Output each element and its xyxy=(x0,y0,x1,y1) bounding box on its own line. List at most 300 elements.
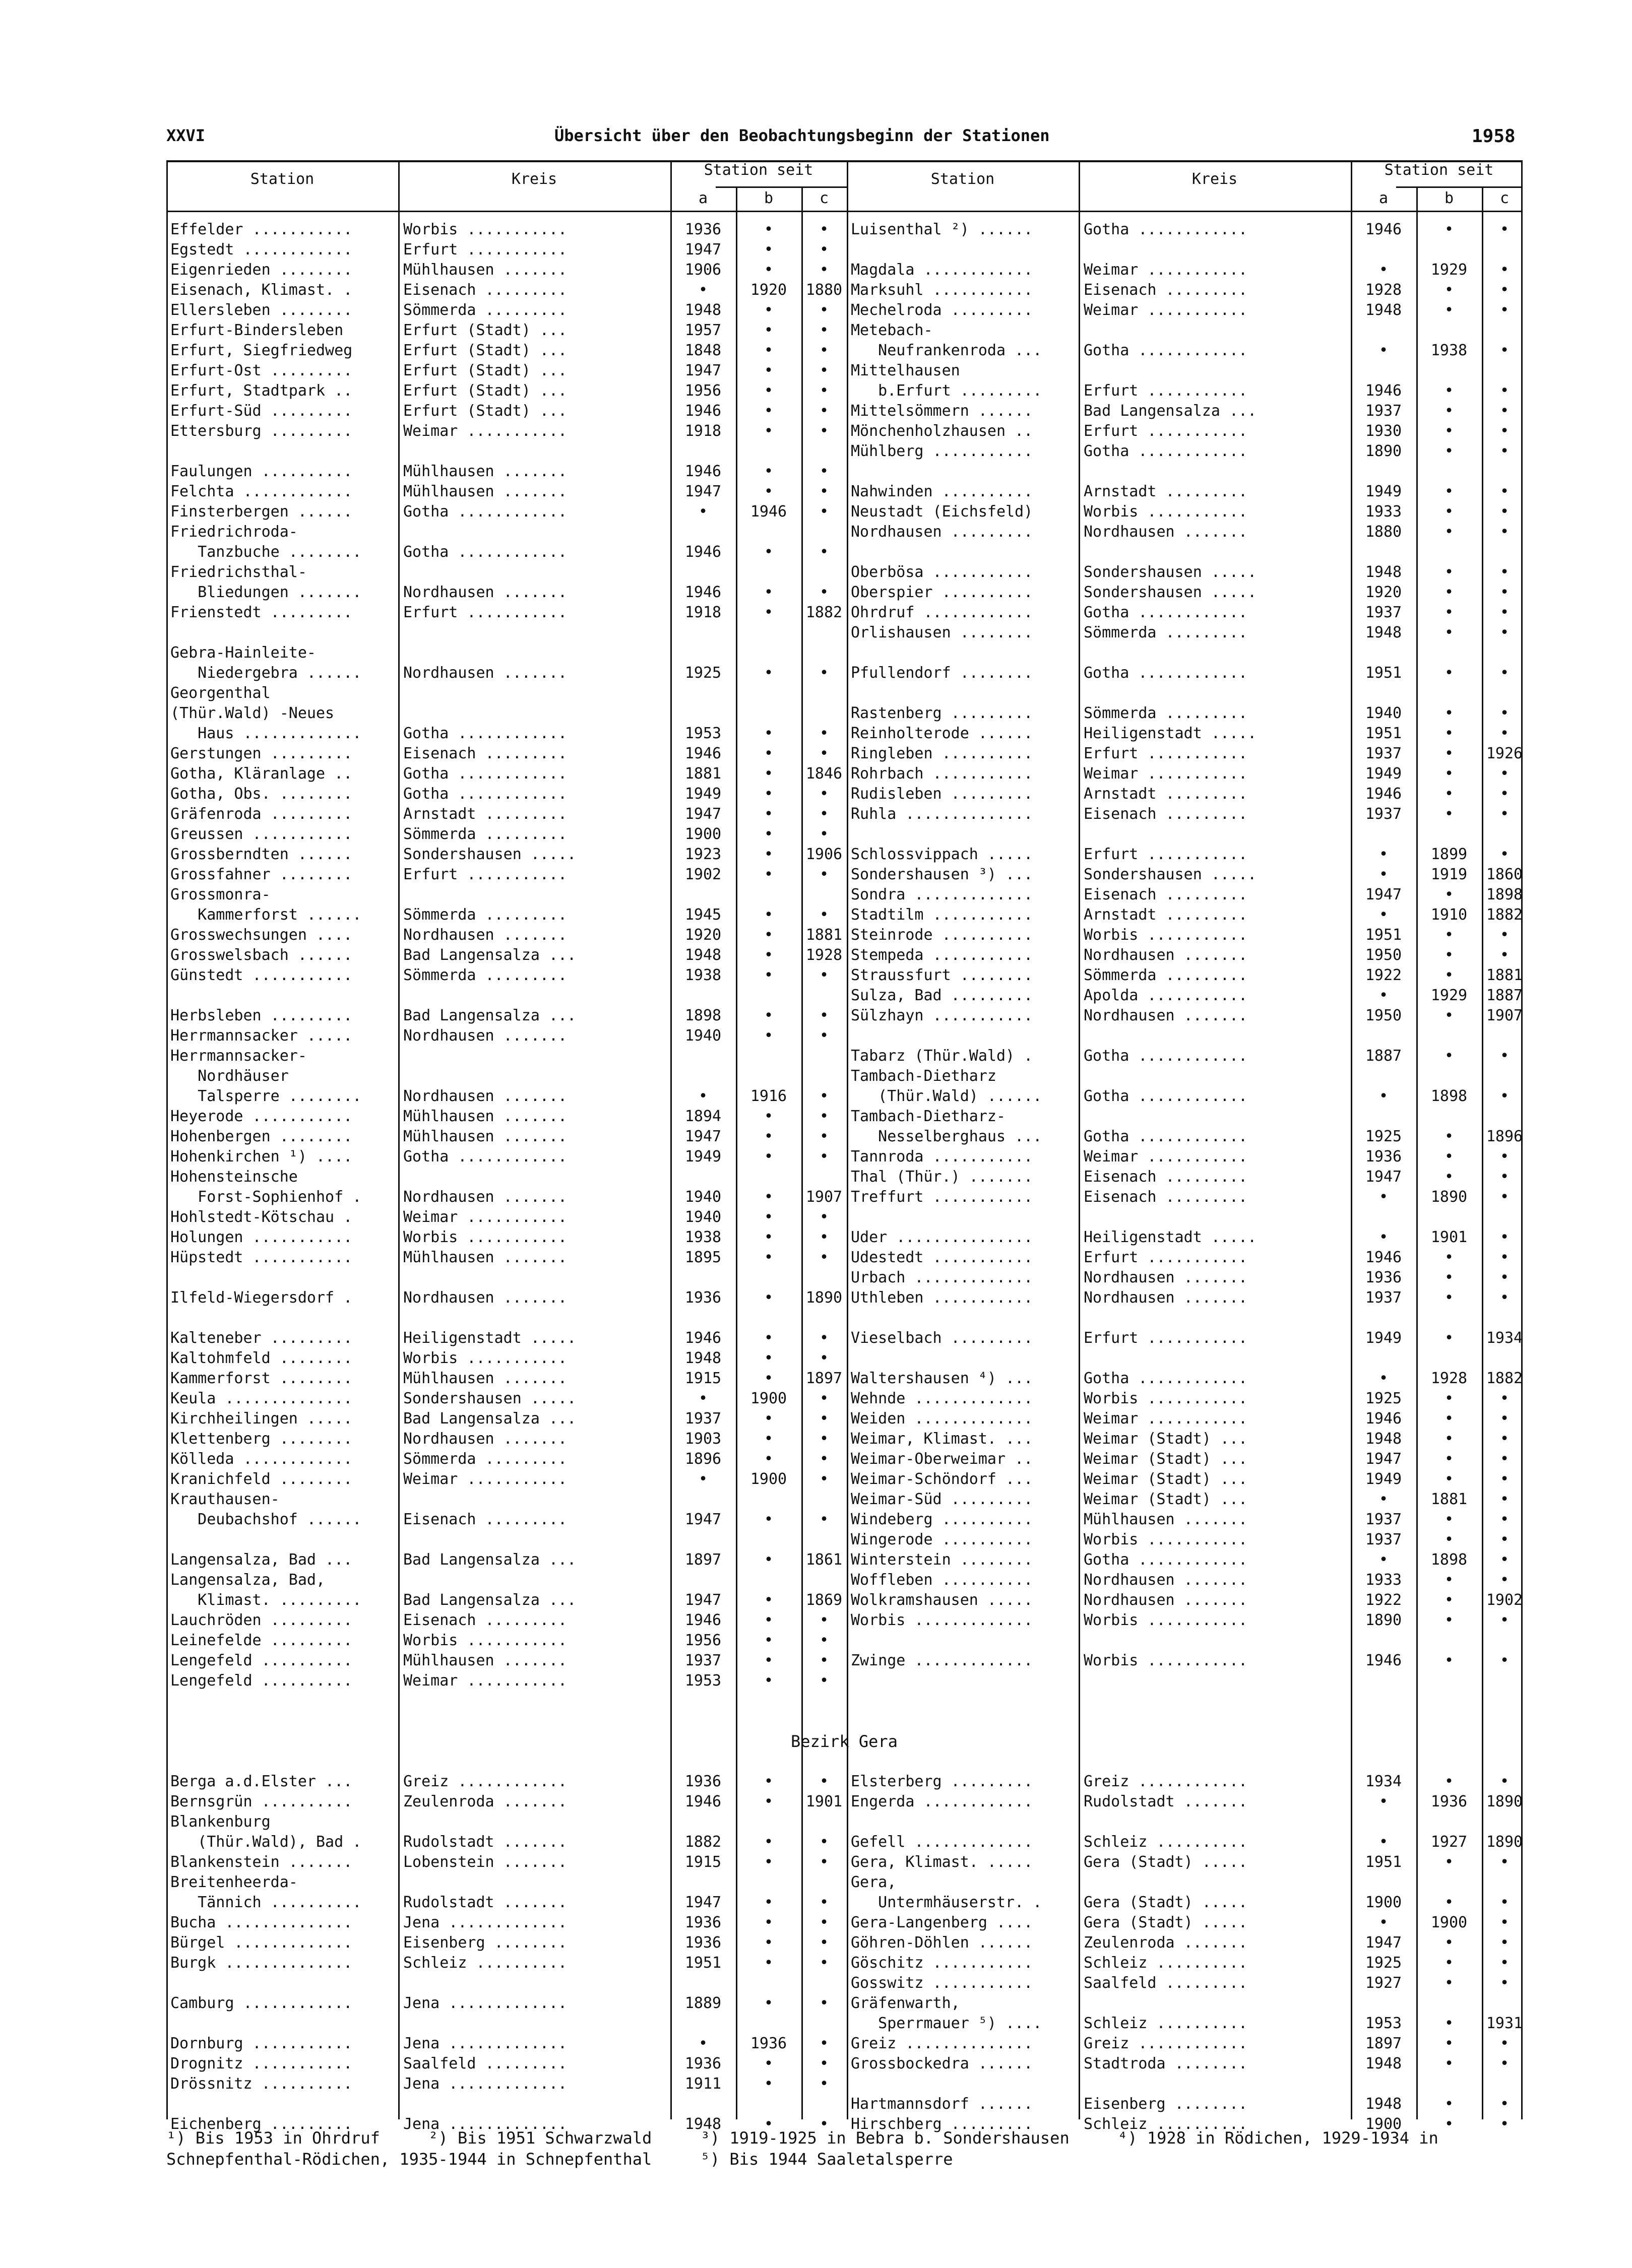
year-a: 1946 xyxy=(684,584,722,601)
station-name: Talsperre ........ xyxy=(170,1087,362,1105)
year-a: 1925 xyxy=(1365,1128,1402,1145)
year-a: 1947 xyxy=(684,1894,722,1911)
year-c: • xyxy=(819,966,829,984)
year-c: • xyxy=(1499,1551,1510,1569)
year-a: 1946 xyxy=(684,402,722,420)
year-c: 1926 xyxy=(1486,745,1523,762)
table-row xyxy=(166,1610,1522,1631)
year-b: • xyxy=(764,1450,774,1468)
year-c: 1897 xyxy=(805,1370,843,1387)
year-c: 1887 xyxy=(1486,987,1523,1004)
year-c: • xyxy=(819,1632,829,1649)
year-a: 1946 xyxy=(1365,1410,1402,1428)
year-c: 1881 xyxy=(1486,966,1523,984)
station-name: Metebach- xyxy=(851,321,933,339)
station-name: Deubachshof ...... xyxy=(170,1511,362,1528)
year-a: 1947 xyxy=(684,362,722,379)
station-name: Holungen ........... xyxy=(170,1228,353,1246)
year-b: • xyxy=(764,301,774,319)
station-name: Dornburg ........... xyxy=(170,2035,353,2052)
kreis-name: Sömmerda ......... xyxy=(1084,966,1248,984)
table-row xyxy=(166,1852,1522,1872)
year-b: • xyxy=(764,422,774,440)
year-a: 1927 xyxy=(1365,1974,1402,1992)
table-row xyxy=(166,824,1522,845)
year-c: • xyxy=(1499,604,1510,621)
station-name: Erfurt, Siegfriedweg xyxy=(170,342,353,359)
kreis-name: Gotha ............ xyxy=(1084,221,1248,238)
year-b: • xyxy=(764,604,774,621)
kreis-name: Greiz ............ xyxy=(403,1773,568,1790)
station-name: Klimast. ......... xyxy=(170,1591,362,1609)
year-a: 1947 xyxy=(684,805,722,823)
station-name: Finsterbergen ...... xyxy=(170,503,353,521)
kreis-name: Worbis ........... xyxy=(1084,1390,1248,1407)
table-row xyxy=(166,381,1522,401)
kreis-name: Erfurt (Stadt) ... xyxy=(403,382,568,400)
year-c: 1906 xyxy=(805,846,843,863)
year-a: 1946 xyxy=(684,1611,722,1629)
station-name: Greiz .............. xyxy=(851,2035,1033,2052)
col-header-kreis: Kreis xyxy=(1191,170,1238,188)
kreis-name: Apolda ........... xyxy=(1084,987,1248,1004)
year-c: • xyxy=(1499,765,1510,783)
year-a: 1890 xyxy=(1365,442,1402,460)
year-c: • xyxy=(819,503,829,521)
table-row xyxy=(166,724,1522,744)
year-a: 1947 xyxy=(1365,886,1402,903)
kreis-name: Erfurt ........... xyxy=(1084,382,1248,400)
station-name: Ohrdruf ............ xyxy=(851,604,1033,621)
year-a: 1928 xyxy=(1365,281,1402,299)
year-c: • xyxy=(819,1934,829,1952)
year-a: • xyxy=(698,503,708,521)
year-a: 1900 xyxy=(1365,1894,1402,1911)
table-row xyxy=(166,502,1522,522)
year-c: • xyxy=(819,1954,829,1972)
year-b: • xyxy=(764,543,774,561)
kreis-name: Eisenach ......... xyxy=(1084,886,1248,903)
year-b: • xyxy=(1444,382,1454,400)
station-name: Tabarz (Thür.Wald) . xyxy=(851,1047,1033,1065)
kreis-name: Sondershausen ..... xyxy=(1084,866,1257,883)
year-b: • xyxy=(764,785,774,803)
year-c: • xyxy=(1499,483,1510,500)
year-b: • xyxy=(764,2075,774,2093)
year-b: • xyxy=(764,2115,774,2133)
kreis-name: Rudolstadt ....... xyxy=(403,1894,568,1911)
kreis-name: Sondershausen ..... xyxy=(1084,563,1257,581)
year-a: 1947 xyxy=(1365,1450,1402,1468)
table-row xyxy=(166,1369,1522,1389)
kreis-name: Nordhausen ....... xyxy=(1084,1571,1248,1589)
year-a: 1911 xyxy=(684,2075,722,2093)
year-a: 1915 xyxy=(684,1370,722,1387)
station-name: Hartmannsdorf ...... xyxy=(851,2095,1033,2113)
station-name: Greussen ........... xyxy=(170,825,353,843)
year-c: • xyxy=(1499,503,1510,521)
year-b: 1901 xyxy=(1430,1228,1468,1246)
station-name: Egstedt ............ xyxy=(170,241,353,258)
station-name: Treffurt ........... xyxy=(851,1188,1033,1206)
year-b: • xyxy=(764,1249,774,1266)
station-name: Friedrichsthal- xyxy=(170,563,307,581)
year-a: 1890 xyxy=(1365,1611,1402,1629)
station-name: Weimar, Klimast. ... xyxy=(851,1430,1033,1448)
year-a: 1897 xyxy=(1365,2035,1402,2052)
year-a: 1936 xyxy=(1365,1148,1402,1165)
year-c: • xyxy=(819,1994,829,2012)
kreis-name: Nordhausen ....... xyxy=(403,1027,568,1045)
kreis-name: Rudolstadt ....... xyxy=(403,1833,568,1851)
year-c: • xyxy=(819,1672,829,1690)
footnote-line-2: Schnepfenthal-Rödichen, 1935-1944 in Schnepfenthal ⁵) Bis 1944 Saaletalsperre xyxy=(166,2150,953,2169)
year-b: • xyxy=(1444,1934,1454,1952)
year-b: • xyxy=(1444,704,1454,722)
kreis-name: Gera (Stadt) ..... xyxy=(1084,1914,1248,1931)
year-b: • xyxy=(1444,1249,1454,1266)
year-a: 1947 xyxy=(1365,1168,1402,1186)
year-c: • xyxy=(1499,846,1510,863)
year-a: • xyxy=(1378,1188,1389,1206)
year-c: 1901 xyxy=(805,1793,843,1810)
year-c: • xyxy=(1499,1954,1510,1972)
year-b: • xyxy=(764,1793,774,1810)
year-c: 1934 xyxy=(1486,1329,1523,1347)
kreis-name: Weimar ........... xyxy=(403,422,568,440)
year-b: 1919 xyxy=(1430,866,1468,883)
kreis-name: Sömmerda ......... xyxy=(403,966,568,984)
kreis-name: Eisenach ......... xyxy=(403,1611,568,1629)
year-b: • xyxy=(1444,725,1454,742)
station-name: Kirchheilingen ..... xyxy=(170,1410,353,1428)
year-c: • xyxy=(1499,1934,1510,1952)
kreis-name: Eisenach ......... xyxy=(1084,281,1248,299)
year-c: • xyxy=(819,1007,829,1024)
year-c: • xyxy=(1499,1531,1510,1548)
station-name: Eigenrieden ........ xyxy=(170,261,353,279)
year-a: 1922 xyxy=(1365,1591,1402,1609)
station-name: Tambach-Dietharz xyxy=(851,1067,996,1085)
year-a: • xyxy=(1378,1087,1389,1105)
year-b: • xyxy=(1444,2015,1454,2032)
table-row xyxy=(166,2054,1522,2074)
year-b: • xyxy=(1444,1390,1454,1407)
year-c: • xyxy=(819,382,829,400)
year-b: • xyxy=(764,1551,774,1569)
kreis-name: Mühlhausen ....... xyxy=(403,483,568,500)
year-b: • xyxy=(764,1632,774,1649)
station-name: Bliedungen ....... xyxy=(170,584,362,601)
year-c: 1907 xyxy=(1486,1007,1523,1024)
year-b: • xyxy=(764,1108,774,1125)
year-a: 1949 xyxy=(1365,483,1402,500)
year-a: 1936 xyxy=(684,1914,722,1931)
year-c: • xyxy=(819,1228,829,1246)
station-name: Lauchröden ......... xyxy=(170,1611,353,1629)
table-row xyxy=(166,804,1522,824)
table-row xyxy=(166,1913,1522,1933)
station-name: Kranichfeld ........ xyxy=(170,1470,353,1488)
year-a: 1948 xyxy=(1365,624,1402,641)
year-c: • xyxy=(1499,281,1510,299)
station-name: Gosswitz ........... xyxy=(851,1974,1033,1992)
station-name: (Thür.Wald) -Neues xyxy=(170,704,335,722)
table-row xyxy=(166,542,1522,562)
year-c: • xyxy=(1499,1611,1510,1629)
table-row xyxy=(166,1046,1522,1066)
table-row xyxy=(166,1348,1522,1369)
station-name: Ringleben .......... xyxy=(851,745,1033,762)
year-c: • xyxy=(1499,1148,1510,1165)
year-a: • xyxy=(1378,987,1389,1004)
kreis-name: Mühlhausen ....... xyxy=(403,1249,568,1266)
station-name: Ellersleben ........ xyxy=(170,301,353,319)
kreis-name: Nordhausen ....... xyxy=(403,664,568,682)
kreis-name: Sondershausen ..... xyxy=(403,846,577,863)
kreis-name: Gotha ............ xyxy=(403,785,568,803)
year-c: 1890 xyxy=(1486,1793,1523,1810)
year-b: • xyxy=(764,1954,774,1972)
table-row xyxy=(166,2094,1522,2114)
table-row xyxy=(166,1631,1522,1651)
year-c: • xyxy=(819,1894,829,1911)
station-name: Uthleben ........... xyxy=(851,1289,1033,1307)
year-a: 1920 xyxy=(1365,584,1402,601)
table-row xyxy=(166,1006,1522,1026)
year-c: • xyxy=(1499,2055,1510,2072)
year-a: 1937 xyxy=(1365,805,1402,823)
year-b: • xyxy=(1444,523,1454,541)
station-name: Mittelhausen xyxy=(851,362,960,379)
table-row xyxy=(166,522,1522,542)
table-row xyxy=(166,300,1522,320)
table-row xyxy=(166,1792,1522,1812)
year-a: 1946 xyxy=(1365,1652,1402,1669)
kreis-name: Mühlhausen ....... xyxy=(403,1652,568,1669)
table-row xyxy=(166,986,1522,1006)
table-row xyxy=(166,2034,1522,2054)
station-name: Herrmannsacker ..... xyxy=(170,1027,353,1045)
year-b: • xyxy=(764,1410,774,1428)
footnote-line-1: ¹) Bis 1953 in Ohrdruf ²) Bis 1951 Schwarzwald ³) 1919-1925 in Bebra b. Sondershausen ⁴) 1928 in Rödichen, 1929-1934 in xyxy=(166,2128,1438,2148)
table-row xyxy=(166,1187,1522,1207)
kreis-name: Nordhausen ....... xyxy=(1084,1269,1248,1286)
year-c: • xyxy=(1499,1773,1510,1790)
page-number: XXVI xyxy=(166,126,206,145)
station-name: Orlishausen ........ xyxy=(851,624,1033,641)
kreis-name: Erfurt (Stadt) ... xyxy=(403,321,568,339)
year-b: • xyxy=(1444,281,1454,299)
year-c: 1881 xyxy=(805,926,843,944)
station-name: Straussfurt ........ xyxy=(851,966,1033,984)
year-a: 1900 xyxy=(684,825,722,843)
station-name: Gräfenwarth, xyxy=(851,1994,960,2012)
kreis-name: Schleiz .......... xyxy=(1084,1833,1248,1851)
kreis-name: Sömmerda ......... xyxy=(403,1450,568,1468)
kreis-name: Gotha ............ xyxy=(1084,1370,1248,1387)
year-b: 1881 xyxy=(1430,1491,1468,1508)
year-a: 1951 xyxy=(684,1954,722,1972)
kreis-name: Bad Langensalza ... xyxy=(1084,402,1257,420)
kreis-name: Gera (Stadt) ..... xyxy=(1084,1894,1248,1911)
station-name: Faulungen .......... xyxy=(170,463,353,480)
year-b: • xyxy=(1444,624,1454,641)
year-c: • xyxy=(819,1470,829,1488)
kreis-name: Erfurt (Stadt) ... xyxy=(403,402,568,420)
year-a: 1946 xyxy=(1365,1249,1402,1266)
station-name: Blankenburg xyxy=(170,1813,271,1831)
year-c: • xyxy=(1499,1974,1510,1992)
year-c: 1890 xyxy=(1486,1833,1523,1851)
year-b: • xyxy=(1444,966,1454,984)
table-row xyxy=(166,683,1522,703)
kreis-name: Erfurt ........... xyxy=(1084,1249,1248,1266)
kreis-name: Gotha ............ xyxy=(403,765,568,783)
year-a: 1950 xyxy=(1365,946,1402,964)
year-c: • xyxy=(819,1349,829,1367)
station-name: Ettersburg ......... xyxy=(170,422,353,440)
station-name: Tännich .......... xyxy=(170,1894,362,1911)
table-row xyxy=(166,623,1522,643)
year-a: 1947 xyxy=(684,241,722,258)
table-row xyxy=(166,1429,1522,1449)
table-row xyxy=(166,845,1522,865)
table-row xyxy=(166,2074,1522,2094)
year-a: 1948 xyxy=(1365,1430,1402,1448)
kreis-name: Greiz ............ xyxy=(1084,2035,1248,2052)
table-row xyxy=(166,1933,1522,1953)
station-name: Ruhla .............. xyxy=(851,805,1033,823)
year-c: • xyxy=(819,906,829,924)
year-c: 1896 xyxy=(1486,1128,1523,1145)
station-name: Grossmonra- xyxy=(170,886,271,903)
kreis-name: Weimar ........... xyxy=(403,1208,568,1226)
table-row xyxy=(166,1107,1522,1127)
station-name: Sondershausen ³) ... xyxy=(851,866,1033,883)
station-name: Hohlstedt-Kötschau . xyxy=(170,1208,353,1226)
table-row xyxy=(166,603,1522,623)
year-b: 1938 xyxy=(1430,342,1468,359)
station-name: Sülzhayn ........... xyxy=(851,1007,1033,1024)
station-name: Erfurt-Ost ......... xyxy=(170,362,353,379)
kreis-name: Nordhausen ....... xyxy=(1084,946,1248,964)
kreis-name: Weimar (Stadt) ... xyxy=(1084,1430,1248,1448)
kreis-name: Eisenach ......... xyxy=(1084,805,1248,823)
station-name: Gebra-Hainleite- xyxy=(170,644,316,662)
kreis-name: Mühlhausen ....... xyxy=(403,1108,568,1125)
year-b: • xyxy=(1444,1289,1454,1307)
table-row xyxy=(166,1973,1522,1993)
kreis-name: Schleiz .......... xyxy=(1084,2115,1248,2133)
year-c: • xyxy=(1499,1168,1510,1186)
year-b: • xyxy=(1444,1773,1454,1790)
kreis-name: Weimar ........... xyxy=(1084,765,1248,783)
year-c: • xyxy=(819,1833,829,1851)
year-c: 1882 xyxy=(1486,1370,1523,1387)
year-b: • xyxy=(764,1349,774,1367)
year-a: 1956 xyxy=(684,1632,722,1649)
year-c: • xyxy=(1499,725,1510,742)
col-header-c: c xyxy=(819,189,829,207)
station-name: Elsterberg ......... xyxy=(851,1773,1033,1790)
year-c: • xyxy=(1499,584,1510,601)
year-b: • xyxy=(764,1329,774,1347)
year-c: • xyxy=(819,1611,829,1629)
year-a: 1936 xyxy=(1365,1269,1402,1286)
year-a: 1936 xyxy=(684,1773,722,1790)
station-name: Krauthausen- xyxy=(170,1491,280,1508)
year-a: 1946 xyxy=(1365,221,1402,238)
kreis-name: Gotha ............ xyxy=(1084,1047,1248,1065)
year-a: 1949 xyxy=(1365,1329,1402,1347)
table-row xyxy=(166,1953,1522,1973)
table-row xyxy=(166,1993,1522,2014)
year-a: 1923 xyxy=(684,846,722,863)
year-b: • xyxy=(764,866,774,883)
station-name: Bernsgrün .......... xyxy=(170,1793,353,1810)
table-row xyxy=(166,1167,1522,1187)
station-name: Kaltohmfeld ........ xyxy=(170,1349,353,1367)
year-b: • xyxy=(764,664,774,682)
kreis-name: Sömmerda ......... xyxy=(403,906,568,924)
year-a: 1933 xyxy=(1365,1571,1402,1589)
year-c: • xyxy=(819,1430,829,1448)
year-c: 1882 xyxy=(805,604,843,621)
station-name: Gotha, Obs. ........ xyxy=(170,785,353,803)
kreis-name: Arnstadt ......... xyxy=(1084,785,1248,803)
year-a: 1947 xyxy=(684,1511,722,1528)
year-a: 1948 xyxy=(684,301,722,319)
station-name: Rohrbach ........... xyxy=(851,765,1033,783)
year-c: • xyxy=(1499,523,1510,541)
year-b: 1900 xyxy=(750,1470,787,1488)
kreis-name: Worbis ........... xyxy=(403,1228,568,1246)
region-heading: Bezirk Gera xyxy=(791,1732,898,1751)
table-row xyxy=(166,1127,1522,1147)
year-c: • xyxy=(1499,1087,1510,1105)
kreis-name: Bad Langensalza ... xyxy=(403,946,577,964)
year-c: • xyxy=(819,1914,829,1931)
year-c: • xyxy=(819,1853,829,1871)
kreis-name: Eisenach ......... xyxy=(1084,1188,1248,1206)
year-c: • xyxy=(1499,785,1510,803)
kreis-name: Mühlhausen ....... xyxy=(403,261,568,279)
kreis-name: Eisenach ......... xyxy=(1084,1168,1248,1186)
year-b: • xyxy=(1444,1974,1454,1992)
year-b: • xyxy=(764,342,774,359)
year-b: • xyxy=(1444,1329,1454,1347)
station-name: Bürgel ............. xyxy=(170,1934,353,1952)
year-a: 1933 xyxy=(1365,503,1402,521)
year-b: 1898 xyxy=(1430,1551,1468,1569)
station-name: Gera-Langenberg .... xyxy=(851,1914,1033,1931)
year-a: 1937 xyxy=(1365,1289,1402,1307)
station-name: Günstedt ........... xyxy=(170,966,353,984)
kreis-name: Gotha ............ xyxy=(1084,1087,1248,1105)
year-a: 1948 xyxy=(684,1349,722,1367)
year-c: • xyxy=(819,2055,829,2072)
table-row xyxy=(166,1308,1522,1328)
kreis-name: Nordhausen ....... xyxy=(403,584,568,601)
year-a: 1936 xyxy=(684,2055,722,2072)
kreis-name: Erfurt ........... xyxy=(1084,745,1248,762)
year-b: • xyxy=(764,1914,774,1931)
table-row xyxy=(166,945,1522,965)
year-a: 1946 xyxy=(684,543,722,561)
year-c: • xyxy=(1499,1853,1510,1871)
year-a: 1938 xyxy=(684,966,722,984)
